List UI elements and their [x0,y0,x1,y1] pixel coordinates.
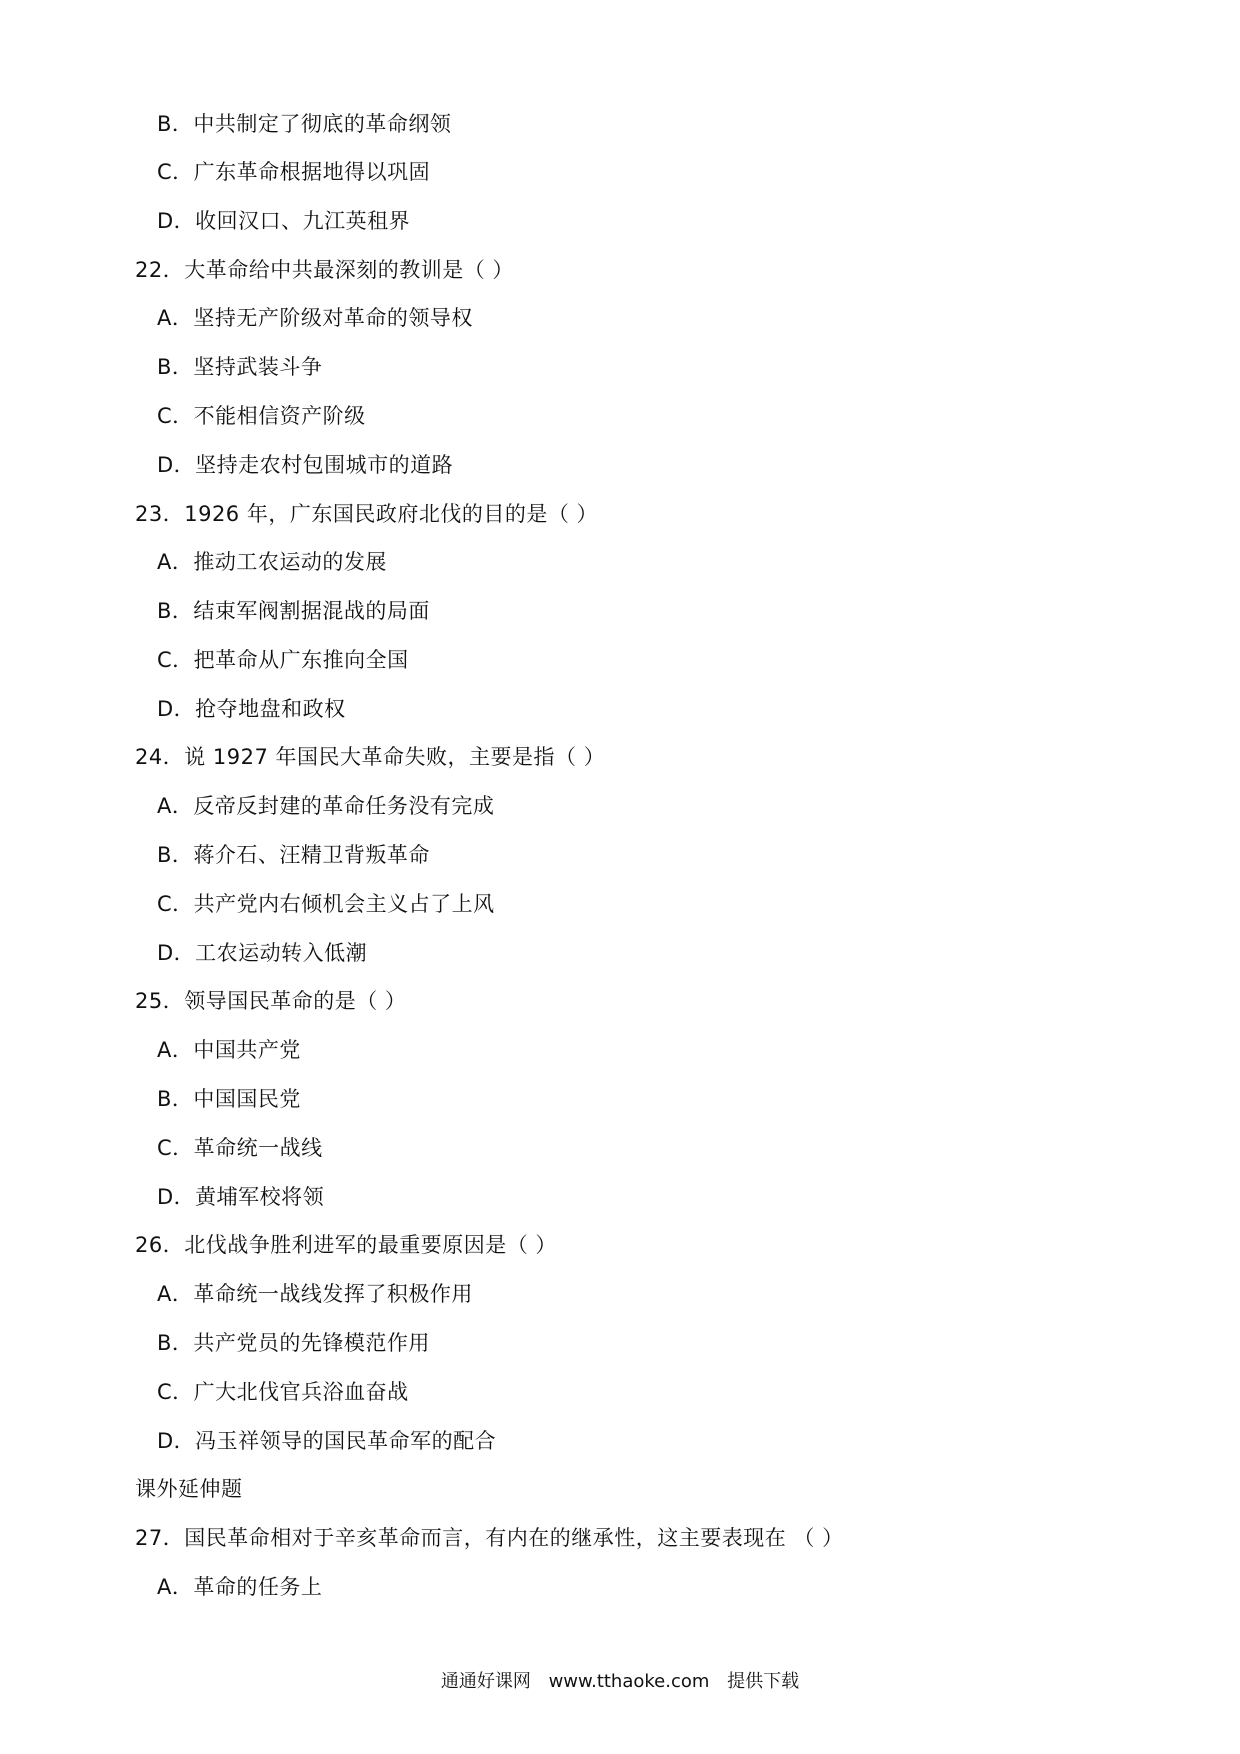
option-23-b: B．结束军阀割据混战的局面 [157,599,430,623]
option-25-d: D．黄埔军校将领 [157,1185,325,1209]
option-26-d: D．冯玉祥领导的国民革命军的配合 [157,1429,497,1453]
option-22-a: A．坚持无产阶级对革命的领导权 [157,306,473,330]
option-23-c: C．把革命从广东推向全国 [157,648,409,672]
option-24-c: C．共产党内右倾机会主义占了上风 [157,892,495,916]
question-25: 25．领导国民革命的是（ ） [135,989,407,1013]
option-25-b: B．中国国民党 [157,1087,301,1111]
question-23: 23．1926 年，广东国民政府北伐的目的是（ ） [135,502,599,526]
option-26-c: C．广大北伐官兵浴血奋战 [157,1380,409,1404]
option-26-b: B．共产党员的先锋模范作用 [157,1331,430,1355]
option-23-a: A．推动工农运动的发展 [157,550,387,574]
option-24-d: D．工农运动转入低潮 [157,941,368,965]
option-24-a: A．反帝反封建的革命任务没有完成 [157,794,495,818]
option-21-b: B．中共制定了彻底的革命纲领 [157,112,452,136]
option-23-d: D．抢夺地盘和政权 [157,697,346,721]
question-26: 26．北伐战争胜利进军的最重要原因是（ ） [135,1233,557,1257]
question-27: 27．国民革命相对于辛亥革命而言，有内在的继承性，这主要表现在 （ ） [135,1526,844,1550]
option-26-a: A．革命统一战线发挥了积极作用 [157,1282,473,1306]
option-21-d: D．收回汉口、九江英租界 [157,209,411,233]
question-24: 24．说 1927 年国民大革命失败，主要是指（ ） [135,745,606,769]
section-heading-extension: 课外延伸题 [135,1477,243,1501]
question-22: 22．大革命给中共最深刻的教训是（ ） [135,258,514,282]
option-22-d: D．坚持走农村包围城市的道路 [157,453,454,477]
option-22-b: B．坚持武装斗争 [157,355,323,379]
option-22-c: C．不能相信资产阶级 [157,404,366,428]
option-24-b: B．蒋介石、汪精卫背叛革命 [157,843,430,867]
footer-suffix: 提供下载 [727,1671,800,1692]
option-25-c: C．革命统一战线 [157,1136,323,1160]
footer-url[interactable]: www.tthaoke.com [548,1671,710,1692]
option-21-c: C．广东革命根据地得以巩固 [157,160,431,184]
page-footer [0,1670,1240,1694]
footer-site-name: 通通好课网 [440,1671,531,1692]
option-27-a: A．革命的任务上 [157,1575,323,1599]
option-25-a: A．中国共产党 [157,1038,301,1062]
